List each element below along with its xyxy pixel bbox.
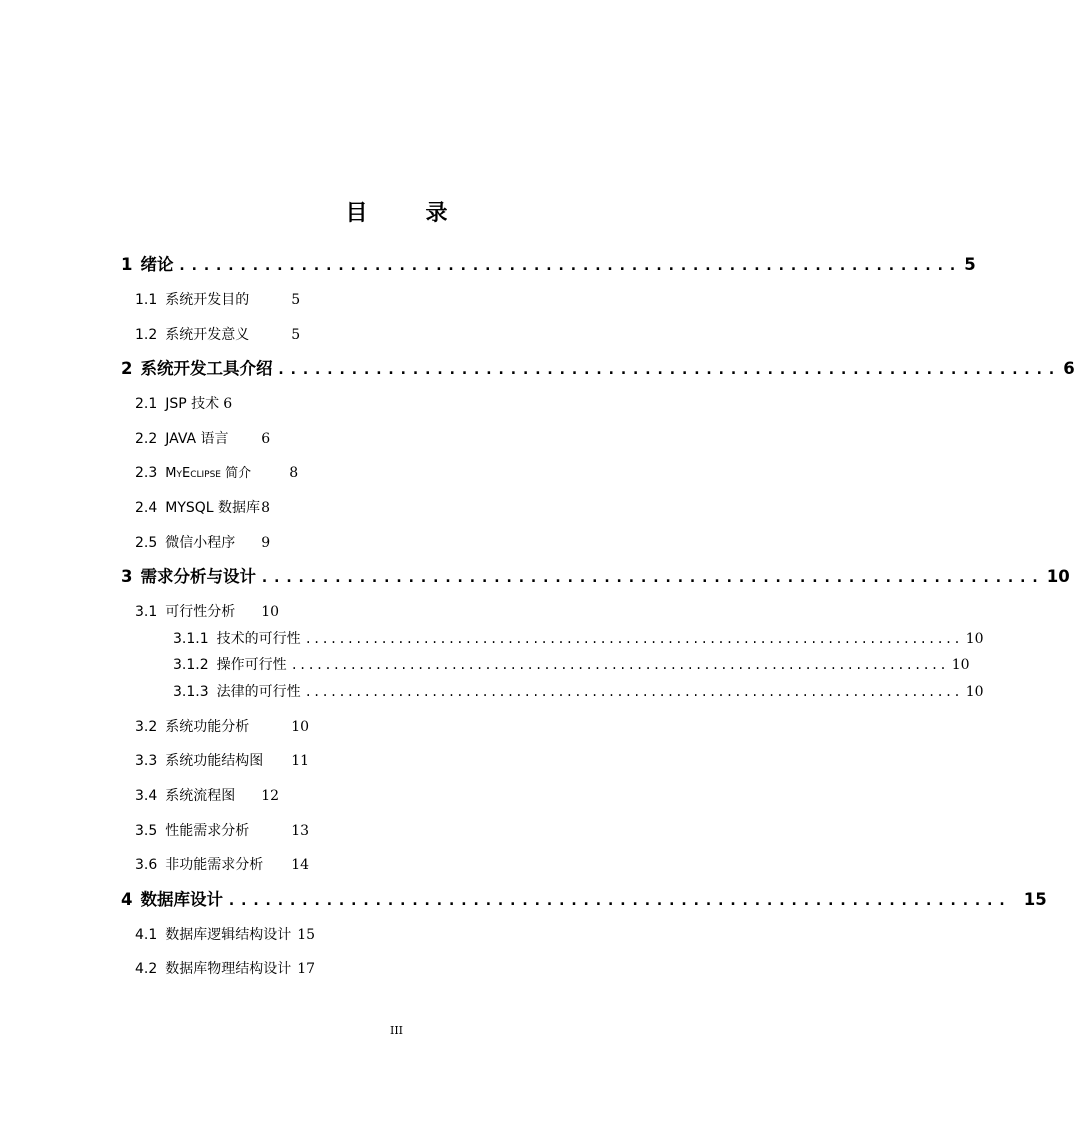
toc-title: 技术的可行性 bbox=[216, 631, 301, 647]
toc-entry-2-5[interactable] bbox=[135, 532, 270, 552]
toc-title: JSP 技术 bbox=[165, 396, 220, 412]
toc-number: 4.2 bbox=[135, 961, 158, 977]
toc-entry-3[interactable] bbox=[121, 563, 1070, 587]
toc-entry-3-1-1[interactable] bbox=[173, 628, 984, 648]
toc-number: 3.1.2 bbox=[173, 657, 209, 673]
toc-number: 4.1 bbox=[135, 927, 158, 943]
toc-entry-2[interactable] bbox=[121, 355, 1075, 379]
toc-page: 6 bbox=[261, 431, 271, 447]
toc-page: 5 bbox=[291, 327, 301, 343]
toc-number: 3.3 bbox=[135, 753, 158, 769]
toc-number: 3.2 bbox=[135, 719, 158, 735]
page-number: III bbox=[389, 1024, 404, 1037]
toc-page: 10 bbox=[965, 631, 984, 647]
toc-title: 数据库逻辑结构设计 bbox=[165, 927, 292, 943]
toc-number: 1.2 bbox=[135, 327, 158, 343]
toc-number: 2 bbox=[121, 359, 133, 378]
toc-entry-3-4[interactable] bbox=[135, 785, 279, 805]
toc-title: 系统流程图 bbox=[165, 788, 236, 804]
toc-page: 10 bbox=[291, 719, 310, 735]
toc-entry-3-1-3[interactable] bbox=[173, 681, 984, 701]
toc-number: 1.1 bbox=[135, 292, 158, 308]
toc-number: 3.6 bbox=[135, 857, 158, 873]
toc-number: 2.1 bbox=[135, 396, 158, 412]
toc-entry-3-1[interactable] bbox=[135, 601, 279, 621]
toc-number: 2.3 bbox=[135, 465, 158, 481]
toc-entry-1-2[interactable] bbox=[135, 324, 300, 344]
toc-entry-3-5[interactable] bbox=[135, 820, 309, 840]
toc-page: 11 bbox=[291, 753, 310, 769]
toc-number: 2.2 bbox=[135, 431, 158, 447]
toc-entry-3-3[interactable] bbox=[135, 750, 309, 770]
toc-title: JAVA 语言 bbox=[165, 431, 229, 447]
toc-title: 数据库物理结构设计 bbox=[165, 961, 292, 977]
toc-page: 9 bbox=[261, 535, 271, 551]
toc-entry-1-1[interactable] bbox=[135, 289, 300, 309]
toc-title: 系统功能结构图 bbox=[165, 753, 264, 769]
toc-page: 6 bbox=[223, 396, 233, 412]
toc-number: 3.5 bbox=[135, 823, 158, 839]
toc-title: MyEclipse 简介 bbox=[165, 466, 252, 481]
toc-entry-4-2[interactable] bbox=[135, 958, 315, 978]
toc-number: 1 bbox=[121, 255, 133, 274]
toc-page: 10 bbox=[1046, 567, 1070, 586]
toc-page: 10 bbox=[965, 684, 984, 700]
toc-page: 10 bbox=[261, 604, 280, 620]
toc-title: 绪论 bbox=[140, 255, 174, 274]
toc-title: 系统功能分析 bbox=[165, 719, 250, 735]
toc-title: 需求分析与设计 bbox=[140, 567, 256, 586]
toc-number: 3.4 bbox=[135, 788, 158, 804]
toc-page: 13 bbox=[291, 823, 310, 839]
toc-number: 3.1.3 bbox=[173, 684, 209, 700]
toc-entry-2-3[interactable] bbox=[135, 462, 298, 481]
toc-number: 3.1.1 bbox=[173, 631, 209, 647]
toc-entry-2-4[interactable] bbox=[135, 497, 270, 517]
toc-page: 10 bbox=[951, 657, 970, 673]
toc-leader: ................................................................ bbox=[226, 891, 1010, 909]
toc-page: 5 bbox=[291, 292, 301, 308]
toc-entry-4-1[interactable] bbox=[135, 924, 315, 944]
toc-entry-2-2[interactable] bbox=[135, 428, 270, 448]
toc-page: 15 bbox=[1023, 890, 1047, 909]
toc-page: 12 bbox=[261, 788, 280, 804]
toc-title: 微信小程序 bbox=[165, 535, 236, 551]
toc-title: MYSQL 数据库 bbox=[165, 500, 261, 516]
toc-title: 非功能需求分析 bbox=[165, 857, 264, 873]
toc-title: 性能需求分析 bbox=[165, 823, 250, 839]
toc-leader: .............................................................................. bbox=[290, 658, 948, 672]
toc-title: 系统开发目的 bbox=[165, 292, 250, 308]
toc-number: 2.4 bbox=[135, 500, 158, 516]
toc-number: 2.5 bbox=[135, 535, 158, 551]
toc-page: 15 bbox=[297, 927, 316, 943]
toc-title: 系统开发意义 bbox=[165, 327, 250, 343]
toc-number: 3.1 bbox=[135, 604, 158, 620]
toc-leader: ................................................................ bbox=[177, 256, 961, 274]
toc-page: 5 bbox=[964, 255, 976, 274]
toc-page: 17 bbox=[297, 961, 316, 977]
toc-entry-3-1-2[interactable] bbox=[173, 654, 970, 674]
toc-entry-2-1[interactable] bbox=[135, 393, 232, 413]
toc-title: 法律的可行性 bbox=[216, 684, 301, 700]
toc-entry-3-2[interactable] bbox=[135, 716, 309, 736]
toc-entry-1[interactable] bbox=[121, 251, 976, 275]
toc-entry-4[interactable] bbox=[121, 886, 1047, 910]
toc-number: 4 bbox=[121, 890, 133, 909]
toc-number: 3 bbox=[121, 567, 133, 586]
toc-leader: ................................................................ bbox=[259, 568, 1043, 586]
toc-entry-3-6[interactable] bbox=[135, 854, 309, 874]
toc-title: 系统开发工具介绍 bbox=[140, 359, 273, 378]
toc-title: 数据库设计 bbox=[140, 890, 223, 909]
toc-page: 8 bbox=[289, 465, 299, 481]
page-title: 目 录 bbox=[345, 201, 466, 226]
toc-leader: .............................................................................. bbox=[304, 685, 962, 699]
toc-page: 6 bbox=[1063, 359, 1075, 378]
toc-leader: ................................................................ bbox=[276, 360, 1060, 378]
toc-leader: .............................................................................. bbox=[304, 632, 962, 646]
toc-page: 8 bbox=[261, 500, 270, 516]
toc-title: 可行性分析 bbox=[165, 604, 236, 620]
toc-page: 14 bbox=[291, 857, 310, 873]
toc-title: 操作可行性 bbox=[216, 657, 287, 673]
